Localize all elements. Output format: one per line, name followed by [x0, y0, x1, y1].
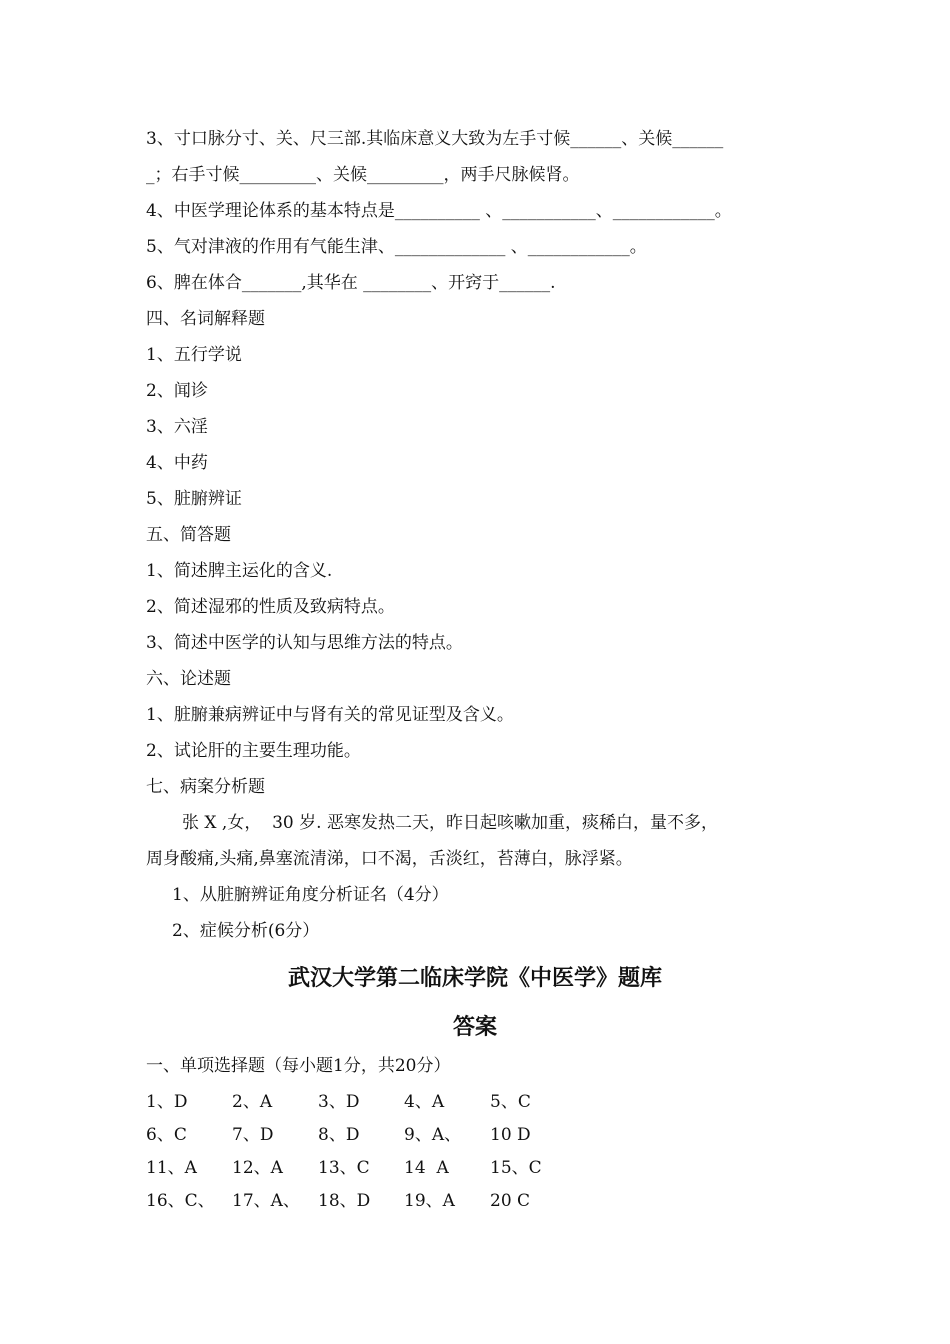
answer-cell: 7、D	[232, 1125, 274, 1145]
case-description-line2: 周身酸痛,头痛,鼻塞流清涕，口不渴，舌淡红，苔薄白，脉浮紧。	[146, 849, 633, 869]
term-item: 1、五行学说	[146, 345, 242, 365]
fill-blank-q3-line2: _；右手寸候_________、关候_________，两手尺脉候肾。	[146, 165, 580, 185]
term-item: 3、六淫	[146, 417, 208, 437]
section-heading-case: 七、病案分析题	[146, 777, 265, 797]
term-item: 5、脏腑辨证	[146, 489, 242, 509]
answer-cell: 2、A	[232, 1092, 273, 1112]
section-heading-terms: 四、名词解释题	[146, 309, 265, 329]
answer-cell: 14 A	[404, 1158, 449, 1178]
term-item: 4、中药	[146, 453, 208, 473]
case-question-1: 1、从脏腑辨证角度分析证名（4分）	[172, 885, 449, 905]
answer-key-subtitle: 答案	[452, 1015, 497, 1040]
answer-cell: 17、A、	[232, 1191, 300, 1211]
essay-item: 1、脏腑兼病辨证中与肾有关的常见证型及含义。	[146, 705, 514, 725]
answer-cell: 11、A	[146, 1158, 197, 1178]
section-heading-short-answer: 五、简答题	[146, 525, 231, 545]
fill-blank-q6: 6、脾在体合_______,其华在 ________、开窍于______.	[146, 273, 556, 293]
answer-cell: 20 C	[490, 1191, 531, 1211]
answer-cell: 10 D	[490, 1125, 531, 1145]
answer-key-title: 武汉大学第二临床学院《中医学》题库	[287, 966, 662, 991]
section-heading-essay: 六、论述题	[146, 669, 231, 689]
answer-cell: 15、C	[490, 1158, 542, 1178]
case-question-2: 2、症候分析(6分）	[172, 921, 320, 941]
short-answer-item: 3、简述中医学的认知与思维方法的特点。	[146, 633, 463, 653]
answer-cell: 5、C	[490, 1092, 531, 1112]
answer-cell: 18、D	[318, 1191, 371, 1211]
fill-blank-q4: 4、中医学理论体系的基本特点是__________ 、___________、____________。	[146, 201, 732, 221]
answer-cell: 3、D	[318, 1092, 360, 1112]
answer-cell: 6、C	[146, 1125, 187, 1145]
answer-cell: 19、A	[404, 1191, 455, 1211]
answer-cell: 13、C	[318, 1158, 370, 1178]
case-description-line1: 张 X ,女， 30 岁. 恶寒发热二天，昨日起咳嗽加重，痰稀白，量不多，	[182, 813, 718, 833]
term-item: 2、闻诊	[146, 381, 208, 401]
answer-cell: 12、A	[232, 1158, 283, 1178]
fill-blank-q3-line1: 3、寸口脉分寸、关、尺三部.其临床意义大致为左手寸候______、关候______	[146, 129, 724, 149]
essay-item: 2、试论肝的主要生理功能。	[146, 741, 361, 761]
answer-cell: 16、C、	[146, 1191, 215, 1211]
short-answer-item: 1、简述脾主运化的含义.	[146, 561, 333, 581]
answer-cell: 4、A	[404, 1092, 445, 1112]
answer-cell: 1、D	[146, 1092, 188, 1112]
answer-cell: 9、A、	[404, 1125, 462, 1145]
answer-cell: 8、D	[318, 1125, 360, 1145]
answer-section-heading: 一、单项选择题（每小题1分，共20分）	[146, 1056, 451, 1076]
fill-blank-q5: 5、气对津液的作用有气能生津、_____________ 、____________。	[146, 237, 647, 257]
short-answer-item: 2、简述湿邪的性质及致病特点。	[146, 597, 395, 617]
